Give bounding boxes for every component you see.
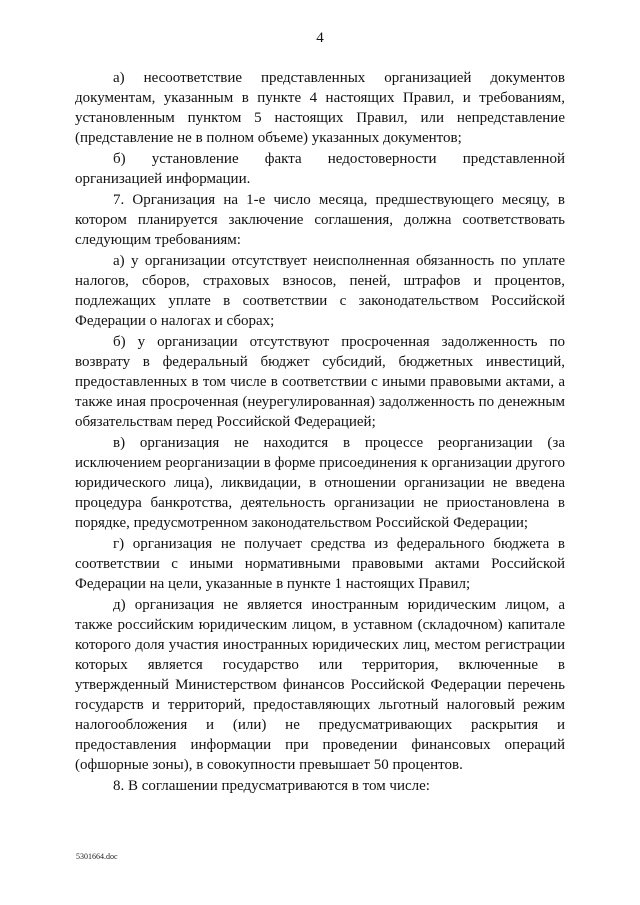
- paragraph-7g: г) организация не получает средства из федерального бюджета в соответствии с иными нормативными правовыми актами Российской Федерации на цели, указанные в пункте 1 настоящих Правил;: [75, 536, 565, 592]
- paragraph-6b: б) установление факта недостоверности представленной организацией информации.: [75, 151, 565, 187]
- paragraph-7: 7. Организация на 1-е число месяца, предшествующего месяцу, в котором планируется заключение соглашения, должна соответствовать следующим требованиям:: [75, 192, 565, 248]
- paragraph-6a: а) несоответствие представленных организацией документов документам, указанным в пункте 4 настоящих Правил, и требованиям, установленным пунктом 5 настоящих Правил, или непредставление (представление не в полном объеме) указанных документов;: [75, 70, 565, 146]
- paragraph-7b: б) у организации отсутствуют просроченная задолженность по возврату в федеральный бюджет субсидий, бюджетных инвестиций, предоставленных в том числе в соответствии с иными правовыми актами, а также иная просроченная (неурегулированная) задолженность по денежным обязательствам перед Российской Федерацией;: [75, 334, 565, 430]
- document-body: [75, 68, 565, 797]
- paragraph-7a: а) у организации отсутствует неисполненная обязанность по уплате налогов, сборов, страховых взносов, пеней, штрафов и процентов, подлежащих уплате в соответствии с законодательством Российской Федерации о налогах и сборах;: [75, 253, 565, 329]
- paragraph-8: 8. В соглашении предусматриваются в том числе:: [113, 778, 430, 794]
- file-name-footer: 5301664.doc: [76, 852, 118, 861]
- page-number: 4: [316, 30, 324, 46]
- paragraph-7d: д) организация не является иностранным юридическим лицом, а также российским юридическим лицом, в уставном (складочном) капитале которого доля участия иностранных юридических лиц, местом регистрации которых является государство или территория, включенные в утвержденный Министерством финансов Российской Федерации перечень государств и территорий, предоставляющих льготный налоговый режим налогообложения и (или) не предусматривающих раскрытия и предоставления информации при проведении финансовых операций (офшорные зоны), в совокупности превышает 50 процентов.: [75, 597, 565, 773]
- paragraph-7v: в) организация не находится в процессе реорганизации (за исключением реорганизации в форме присоединения к организации другого юридического лица), ликвидации, в отношении организации не введена процедура банкротства, деятельность организации не приостановлена в порядке, предусмотренном законодательством Российской Федерации;: [75, 435, 565, 531]
